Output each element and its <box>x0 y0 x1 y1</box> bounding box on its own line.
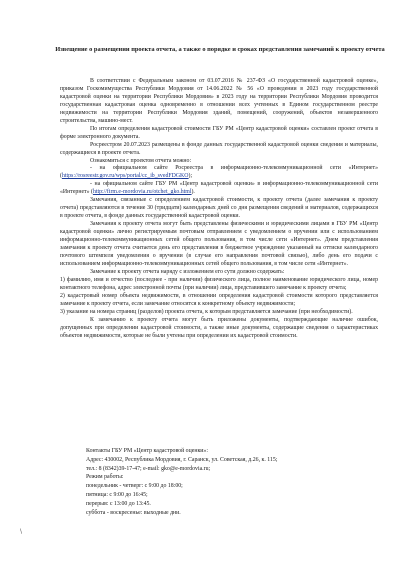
document-body <box>60 78 378 340</box>
contacts-mon-thu: понедельник - четверг: с 9:00 до 18:00; <box>86 483 183 490</box>
contacts-weekend: суббота - воскресенье: выходные дни. <box>86 509 181 516</box>
contacts-phone: тел.: 8 (8342)39-17-47; e-mail: gko@e-mordovia.ru; <box>86 465 211 472</box>
paragraph-remarks-submission: Замечания к проекту отчета могут быть представлены физическими и юридическими лицами в ГБУ РМ «Центр кадастровой оценки» лично регистрируемым почтовым отправлением с уведомлением о вручении или с использованием информационно-телекоммуникационных сетей общего пользования, в том числе сети «Интернет». Днем представления замечания к проекту отчета считается день его представления в бюджетное учреждение указанный на оттиске календарного почтового штемпеля уведомления о вручении (в случае его направления почтовой связью), либо день его подачи с использованием информационно-телекоммуникационных сетей общего пользования, в том числе сети «Интернет». <box>60 221 378 267</box>
paragraph-rosreestr: Росреестром 20.07.2023 размещены в фонде данных государственной кадастровой оценки сведения и материалы, содержащиеся в проекте отчета. <box>60 141 378 156</box>
gbu-prefix: - на официальном сайте ГБУ РМ «Центр кадастровой оценки» в информационно-телекоммуникационной сети «Интернет» ( <box>60 181 378 196</box>
contacts-fri: пятница: с 9:00 до 16:45; <box>86 491 148 498</box>
paragraph-remarks-deadline: Замечания, связанные с определением кадастровой стоимости, к проекту отчета (далее замечания к проекту отчета) представляются в течение 30 (тридцати) календарных дней со дня размещения сведений и материалов, содержащихся в проекте отчета, в фонде данных государственной кадастровой оценки. <box>60 197 378 220</box>
document-title: Извещение о размещении проекта отчета, а также о порядке и сроках представления замечаний к проекту отчета <box>55 46 385 53</box>
contacts-block <box>86 447 386 517</box>
rosreestr-link[interactable]: https://rosreestr.gov.ru/wps/portal/cc_ib_svedFDGKO <box>61 173 189 180</box>
paragraph-gbu-site <box>60 181 378 197</box>
rosreestr-prefix: - на официальном сайте Росреестра в информационно-телекоммуникационной сети «Интернет» ( <box>60 165 378 180</box>
contacts-address: Адрес: 430002, Республика Мордовия, г. Саранск, ул. Советская, д.26, к. 115; <box>86 456 278 463</box>
list-item-1: 1) фамилию, имя и отчество (последнее - при наличии) физического лица, полное наименование юридического лица, номер контактного телефона, адрес электронной почты (при наличии) лица, представившего замечание к проекту отчета; <box>60 276 378 291</box>
list-item-3: 3) указание на номера страниц (разделов) проекта отчета, к которым представляется замечание (при необходимости). <box>60 308 353 315</box>
paragraph-attachments: К замечанию к проекту отчета могут быть приложены документы, подтверждающие наличие ошибок, допущенных при определении кадастровой стоимости, а также иные документы, содержащие сведения о характеристиках объектов недвижимости, которые не были учтены при определении их кадастровой стоимости. <box>60 316 378 339</box>
paragraph-where-to-read: Ознакомиться с проектом отчета можно: <box>90 157 192 164</box>
contacts-break: перерыв: с 13:00 до 13:45. <box>86 500 151 507</box>
paragraph-legal-basis: В соответствии с Федеральным законом от 03.07.2016 № 237-ФЗ «О государственной кадастровой оценке», приказом Госкомимущества Республики Мордовия от 14.06.2022 № 56 «О проведении в 2023 году государственной кадастровой оценки на территории Республики Мордовия» в 2023 году на территории Республики Мордовия проводится государственная кадастровая оценка одновременно в отношении всех учтенных в Едином государственном реестре недвижимости на территории Республики Мордовия зданий, помещений, сооружений, объектов незавершенного строительства, машино-мест. <box>60 78 378 124</box>
contacts-heading: Контакты ГБУ РМ «Центр кадастровой оценки»: <box>86 448 208 454</box>
gbu-link[interactable]: http://firm.e-mordovia.ru/otchet_gko.html <box>92 189 192 196</box>
paragraph-report-draft: По итогам определения кадастровой стоимости ГБУ РМ «Центр кадастровой оценки» составлен проект отчета в форме электронного документа. <box>60 125 378 140</box>
gbu-suffix: ). <box>191 189 195 196</box>
page-corner-mark: \ <box>20 528 23 535</box>
rosreestr-suffix: ); <box>188 173 193 180</box>
list-item-2: 2) кадастровый номер объекта недвижимости, в отношении определения кадастровой стоимости которого представляется замечание к проекту отчета, если замечание относится к конкретному объекту недвижимости; <box>60 292 378 307</box>
contacts-schedule-label: Режим работы: <box>86 474 124 481</box>
paragraph-rosreestr-site <box>60 165 378 181</box>
paragraph-remarks-content: Замечание к проекту отчета наряду с изложением его сути должно содержать: <box>90 268 285 275</box>
